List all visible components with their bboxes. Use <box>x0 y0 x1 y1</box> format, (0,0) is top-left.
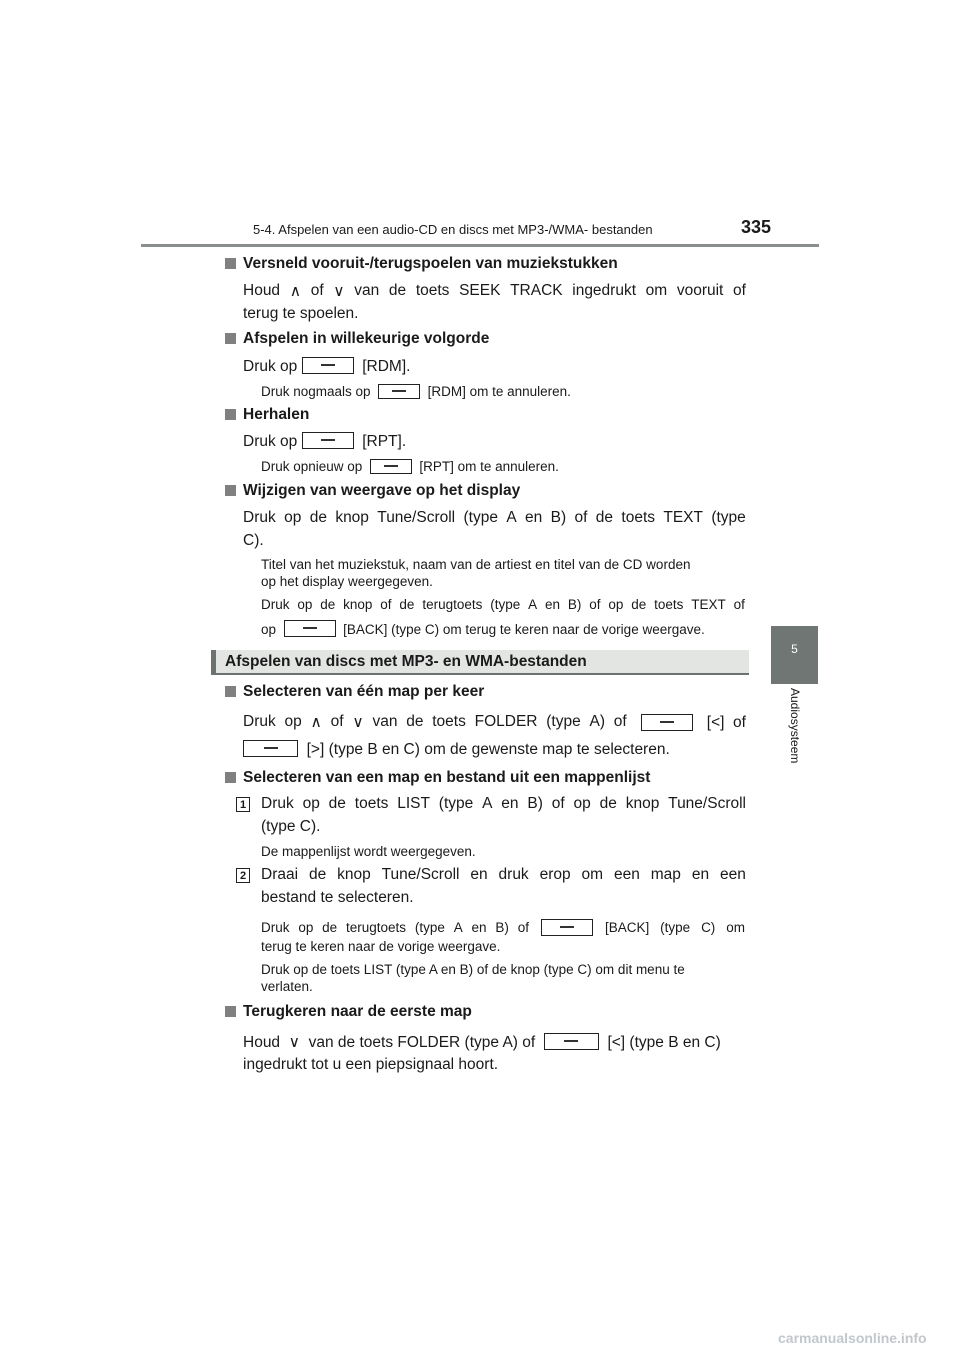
subheading: Herhalen <box>243 406 310 423</box>
note-line: op [BACK] (type C) om terug te keren naar de vorige weergave. <box>261 622 705 637</box>
screen-button-icon <box>378 384 420 399</box>
section-title: Afspelen van discs met MP3- en WMA-bestanden <box>225 653 587 670</box>
screen-button-icon <box>302 432 354 449</box>
subheading: Wijzigen van weergave op het display <box>243 482 521 499</box>
paragraph-line: Druk op de knop Tune/Scroll (type A en B) of de toets TEXT (type <box>243 509 746 526</box>
note-line: Druk op de knop of de terugtoets (type A en B) of op de toets TEXT of <box>261 597 745 612</box>
header-rule <box>141 244 819 247</box>
note-line: Druk op de toets LIST (type A en B) of de knop (type C) om dit menu te <box>261 962 685 977</box>
chapter-number: 5 <box>791 642 798 656</box>
screen-button-icon <box>370 459 412 474</box>
section-heading: 5-4. Afspelen van een audio-CD en discs met MP3-/WMA- bestanden <box>253 222 653 237</box>
bullet-square-icon <box>225 1006 236 1017</box>
note-line: Druk opnieuw op [RPT] om te annuleren. <box>261 459 559 474</box>
paragraph-line: bestand te selecteren. <box>261 889 414 906</box>
screen-button-icon <box>302 357 354 374</box>
screen-button-icon <box>544 1033 599 1050</box>
bullet-square-icon <box>225 409 236 420</box>
note-line: terug te keren naar de vorige weergave. <box>261 939 501 954</box>
subheading: Versneld vooruit-/terugspoelen van muziekstukken <box>243 255 618 272</box>
bullet-square-icon <box>225 686 236 697</box>
paragraph-line: Druk op [RDM]. <box>243 358 411 375</box>
subheading: Selecteren van één map per keer <box>243 683 485 700</box>
note-line: De mappenlijst wordt weergegeven. <box>261 844 476 859</box>
step-number: 1 <box>236 797 250 812</box>
page-number: 335 <box>741 217 772 237</box>
screen-button-icon <box>284 620 336 637</box>
note-line: Druk nogmaals op [RDM] om te annuleren. <box>261 384 571 399</box>
chapter-label: Audiosysteem <box>788 688 802 764</box>
section-title-bar <box>211 650 749 675</box>
paragraph-line: Druk op de toets LIST (type A en B) of op de knop Tune/Scroll <box>261 795 746 812</box>
bullet-square-icon <box>225 485 236 496</box>
paragraph-line: Druk op ∧ of ∨ van de toets FOLDER (type A) of [<] of <box>243 713 746 731</box>
paragraph-line: ingedrukt tot u een piepsignaal hoort. <box>243 1056 499 1073</box>
note-line: Druk op de terugtoets (type A en B) of [BACK] (type C) om <box>261 920 745 935</box>
screen-button-icon <box>641 714 693 731</box>
bullet-square-icon <box>225 772 236 783</box>
paragraph-line: Druk op [RPT]. <box>243 433 407 450</box>
subheading: Selecteren van een map en bestand uit een mappenlijst <box>243 769 651 786</box>
paragraph-line: Houd ∨ van de toets FOLDER (type A) of [<] (type B en C) <box>243 1034 721 1051</box>
bullet-square-icon <box>225 333 236 344</box>
paragraph-line: Draai de knop Tune/Scroll en druk erop om een map en een <box>261 866 746 883</box>
screen-button-icon <box>243 740 298 757</box>
subheading: Afspelen in willekeurige volgorde <box>243 330 490 347</box>
note-line: Titel van het muziekstuk, naam van de artiest en titel van de CD worden <box>261 557 691 572</box>
note-line: verlaten. <box>261 979 313 994</box>
paragraph-line: [>] (type B en C) om de gewenste map te selecteren. <box>243 740 670 759</box>
paragraph-line: (type C). <box>261 818 321 835</box>
note-line: op het display weergegeven. <box>261 574 433 589</box>
chapter-tab <box>771 626 818 684</box>
screen-button-icon <box>541 919 593 936</box>
watermark-logo: carmanualsonline.info <box>778 1330 927 1346</box>
bullet-square-icon <box>225 258 236 269</box>
step-number: 2 <box>236 868 250 883</box>
paragraph-line: Houd ∧ of ∨ van de toets SEEK TRACK ingedrukt om vooruit of <box>243 282 746 300</box>
paragraph-line: terug te spoelen. <box>243 305 359 322</box>
subheading: Terugkeren naar de eerste map <box>243 1003 472 1020</box>
paragraph-line: C). <box>243 532 264 549</box>
